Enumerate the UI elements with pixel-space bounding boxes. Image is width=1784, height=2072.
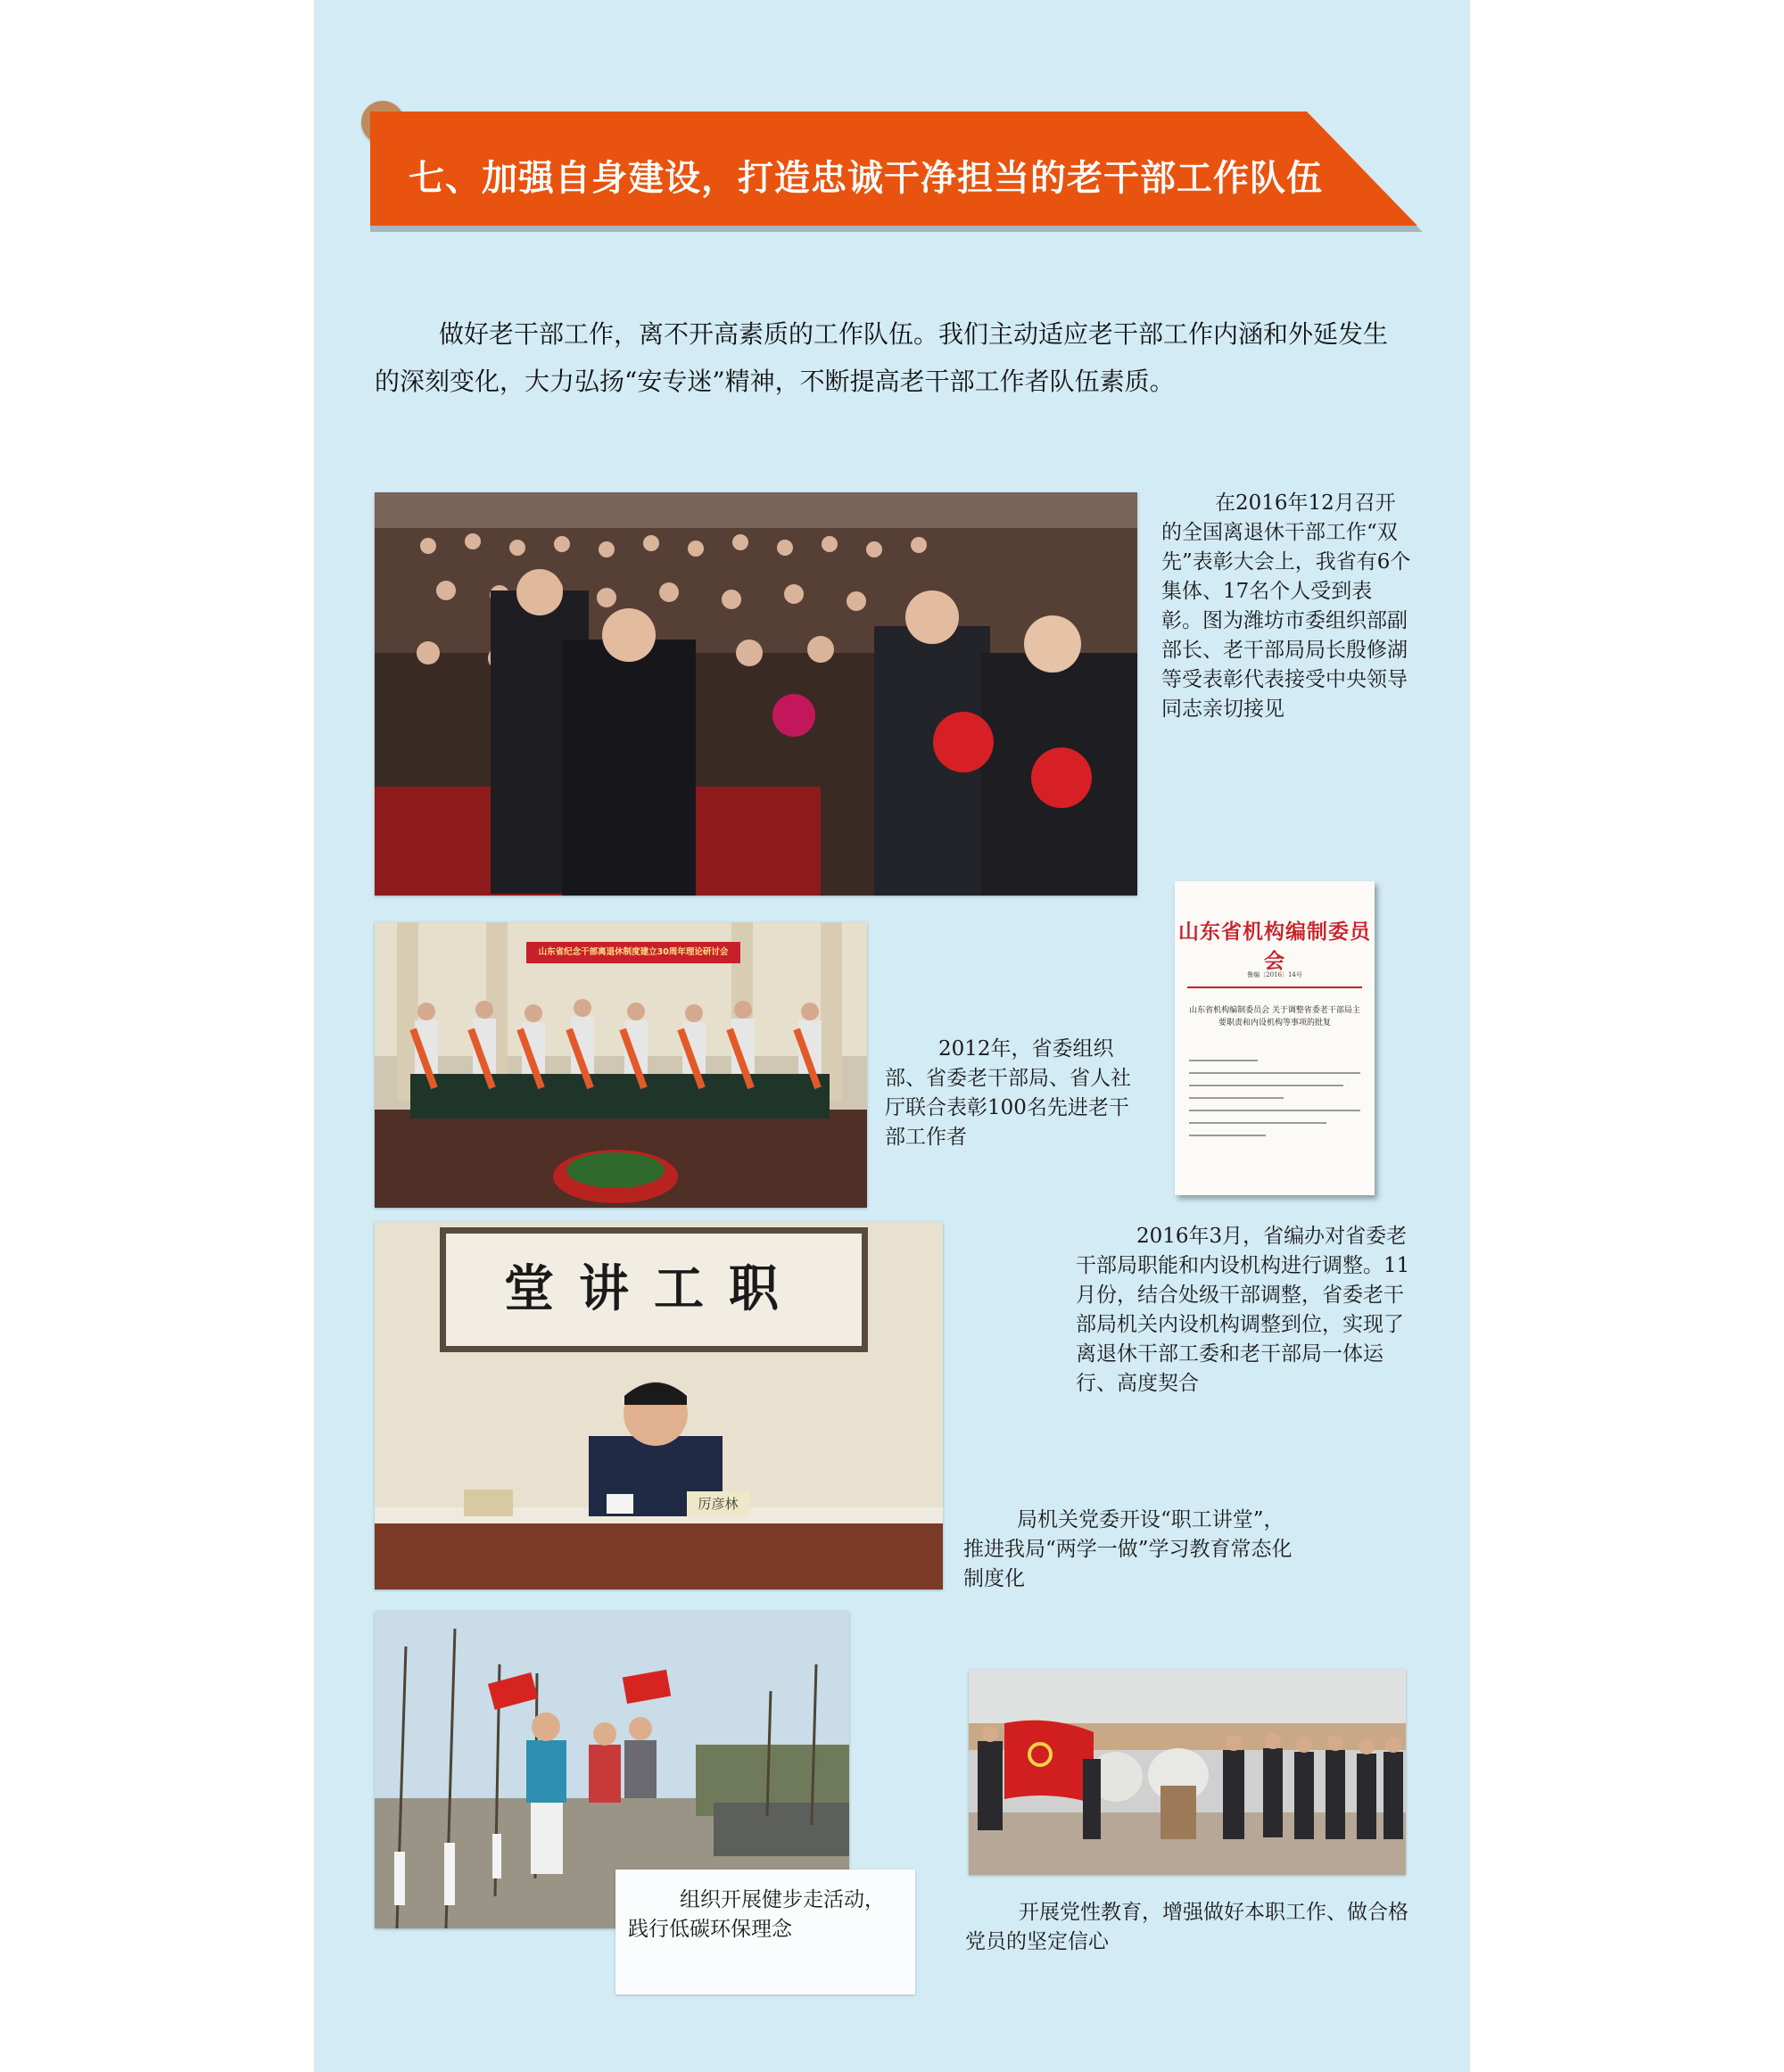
document-caption: 2016年3月，省编办对省委老干部局职能和内设机构进行调整。11月份，结合处级干部调整，省委老干部局机关内设机构调整到位，实现了离退休干部工委和老干部局一体运行、高度契合 [1076,1225,1410,1395]
document-org-title: 山东省机构编制委员会 [1178,920,1371,973]
lecture-caption: 局机关党委开设“职工讲堂”，推进我局“两学一做”学习教育常态化制度化 [963,1508,1293,1590]
award-meeting-caption-block [1161,489,1411,724]
lecture-caption-block [963,1506,1293,1594]
commendation-caption-block [885,1035,1133,1152]
document-body-text [1189,1060,1360,1147]
party-caption: 开展党性教育，增强做好本职工作、做合格党员的坚定信心 [965,1901,1408,1953]
party-caption-block [965,1898,1411,1957]
lecture-photo [375,1222,943,1589]
document-red-rule [1187,986,1362,988]
approval-document-scan [1175,881,1375,1195]
commendation-photo [375,922,867,1208]
award-meeting-caption: 在2016年12月召开的全国离退休干部工作“双先”表彰大会上，我省有6个集体、17名个人受到表彰。图为潍坊市委组织部副部长、老干部局局长殷修湖等受表彰代表接受中央领导同志亲切接见 [1161,491,1411,721]
walking-caption: 组织开展健步走活动，践行低碳环保理念 [628,1888,885,1941]
party-education-photo [969,1670,1406,1875]
commendation-caption: 2012年，省委组织部、省委老干部局、省人社厅联合表彰100名先进老干部工作者 [885,1037,1131,1149]
intro-paragraph: 做好老干部工作，离不开高素质的工作队伍。我们主动适应老干部工作内涵和外延发生的深刻变化，大力弘扬“安专迷”精神，不断提高老干部工作者队伍素质。 [375,319,1389,396]
section-title: 七、加强自身建设，打造忠诚干净担当的老干部工作队伍 [409,158,1323,199]
document-heading: 山东省机构编制委员会 关于调整省委老干部局主要职责和内设机构等事项的批复 [1189,1006,1360,1028]
calligraphy-board-text: 堂讲工职 [504,1259,804,1318]
document-caption-block [1076,1222,1413,1399]
speaker-nameplate: 厉彦林 [698,1496,739,1512]
award-meeting-photo [375,492,1137,896]
walking-caption-box [615,1870,915,1994]
commendation-banner-text: 山东省纪念干部离退休制度建立30周年理论研讨会 [538,947,729,957]
document-number: 鲁编〔2016〕14号 [1247,971,1302,978]
